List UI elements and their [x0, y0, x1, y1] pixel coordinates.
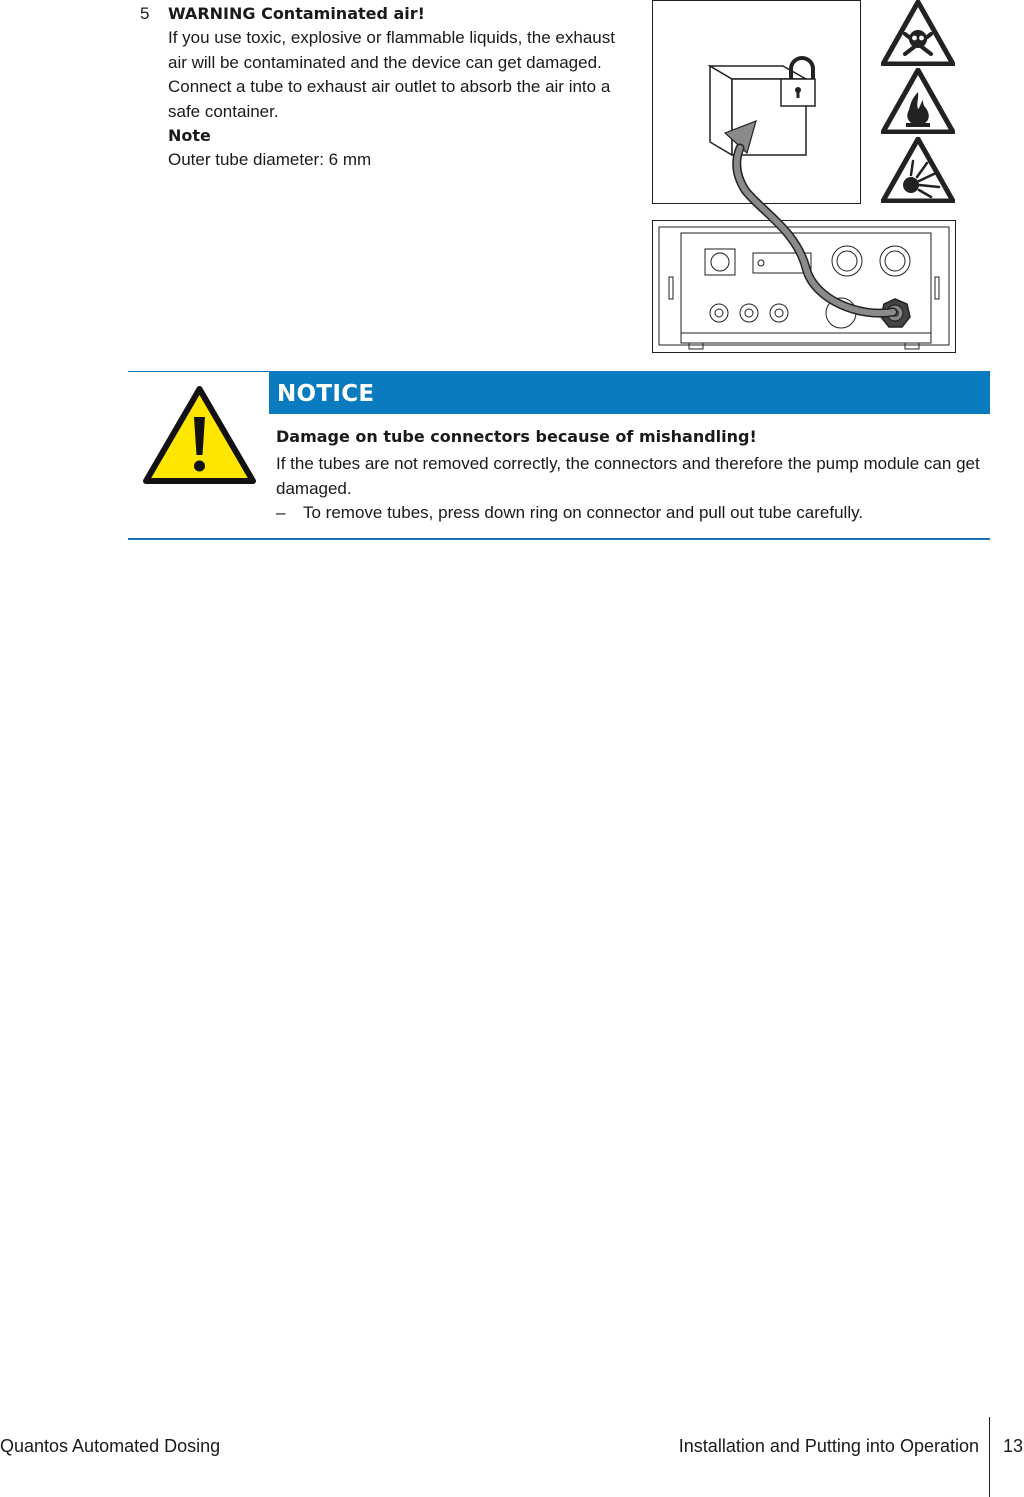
footer-document-title: Quantos Automated Dosing — [0, 1436, 221, 1456]
device-panel-figure — [652, 220, 956, 353]
note-text: Outer tube diameter: 6 mm — [168, 150, 372, 170]
warning-line: Connect a tube to exhaust air outlet to absorb the air into a — [168, 77, 611, 97]
warning-line: safe container. — [168, 101, 279, 121]
footer-section-title: Installation and Putting into Operation — [678, 1436, 979, 1456]
warning-line: If you use toxic, explosive or flammable liquids, the exhaust — [168, 28, 615, 48]
bullet-marker: – — [276, 503, 286, 522]
warning-title: WARNING Contaminated air! — [168, 4, 425, 23]
notice-heading: Damage on tube connectors because of mishandling! — [276, 427, 757, 446]
warning-line: air will be contaminated and the device can get damaged. — [168, 52, 602, 72]
footer-divider — [989, 1417, 990, 1497]
padlock-icon — [781, 58, 815, 106]
warning-triangle-icon — [142, 385, 257, 485]
page-number: 13 — [1003, 1436, 1024, 1456]
locked-container-illustration — [653, 1, 860, 203]
notice-label: NOTICE — [277, 381, 375, 407]
explosion-icon — [881, 137, 955, 203]
notice-bullet — [276, 503, 863, 523]
notice-header-bar — [269, 371, 990, 414]
container-figure — [652, 0, 861, 204]
step-number: 5 — [140, 4, 150, 23]
notice-block — [128, 371, 990, 540]
bullet-text: To remove tubes, press down ring on connector and pull out tube carefully. — [303, 503, 864, 522]
note-label: Note — [168, 126, 211, 146]
flame-icon — [881, 68, 955, 134]
notice-text: If the tubes are not removed correctly, the connectors and therefore the pump module can get damaged. — [276, 454, 980, 498]
skull-crossbones-icon — [881, 0, 955, 66]
exhaust-air-outlet — [881, 299, 910, 327]
device-back-panel-illustration — [653, 221, 955, 352]
step-body — [168, 2, 648, 173]
